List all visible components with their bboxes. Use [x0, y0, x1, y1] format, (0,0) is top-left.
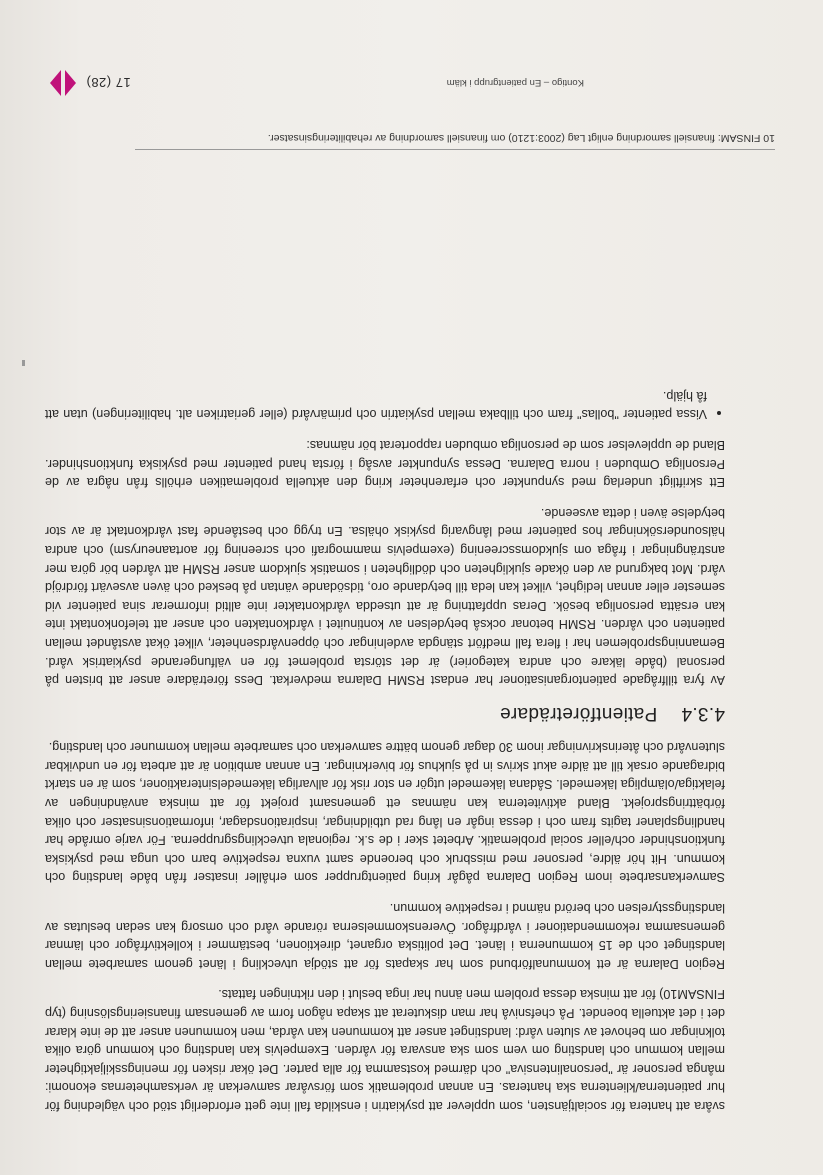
paragraph: Ett skriftligt underlag med synpunkter och erfarenheter kring den aktuella problematiken erhölls från några av de Personliga Ombuden i norra Dalarna. Dessa synpunkter avsåg i första hand patienter med psykiska funktionshinder. Bland de upplevelser som de personliga ombuden rapporterat bör nämnas:	[45, 438, 725, 490]
page-number: 17 (28)	[86, 75, 131, 91]
section-heading	[45, 703, 725, 722]
page-header	[50, 68, 660, 98]
bullet-list	[45, 386, 725, 423]
list-item: • Vissa patienter "bollas" fram och tillbaka mellan psykiatrin och primärvård (eller geriatriken alt. habiliteringen) utan att få hjälp.	[45, 386, 707, 423]
doc-title: Kontigo – En patientgrupp i kläm	[446, 77, 584, 89]
paragraph: Region Dalarna är ett kommunalförbund som har skapats för att stödja utveckling i länet genom samarbete mellan landstinget och de 15 kommunerna i länet. Det politiska organet, direktionen, bestämmer i kollektivfrågor och lämnar gemensamma rekommendationer i vårdfrågor. Överenskommelserna rörande vård och omsorg kan sedan beslutas av landstingsstyrelsen och berörd nämnd i respektive kommun.	[45, 901, 725, 971]
document-body	[45, 386, 725, 1115]
arrow-right-icon[interactable]	[50, 70, 61, 96]
footnote: 10 FINSAM: finansiell samordning enligt Lag (2003:1210) om finansiell samordning av rehabiliteringsinsatser.	[135, 132, 775, 150]
section-title: Patientföreträdare	[499, 702, 658, 724]
section-number: 4.3.4	[681, 702, 725, 724]
paragraph: Av fyra tillfrågade patientorganisationer har endast RSMH Dalarna medverkat. Dess företrädare anser att bristen på personal (både läkare och andra kategorier) är det största problemet för en välfungerande psykiatrisk vård. Bemanningsproblemen har i flera fall medfört stängda avdelningar och öppenvårdsenheter, vilket ökat avståndet mellan patienten och vården. RSMH betonar också betydelsen av kontinuitet i vårdkontakten och anser att telefonkontakt inte kan ersätta personliga besök. Deras uppfattning är att utsedda vårdkontakter inte alltid informerar sina patienter vid semester eller annan ledighet, vilket kan leda till betydande oro, tidsödande väntan på besked och även avsevärt fördröjd vård. Mot bakgrund av den ökade sjukligheten och dödligheten i somatisk sjukdom anser RSMH att vården bör göra mer ansträngningar i fråga om sjukdomsscreening (exempelvis mammografi och screening för aortaaneurysm) och andra hälsoundersökningar hos patienter med långvarig psykisk ohälsa. En trygg och bestående fast vårdkontakt är av stor betydelse även i detta avseende.	[45, 505, 725, 688]
paragraph: svåra att hantera för socialtjänsten, som upplever att psykiatrin i enskilda fall inte gett erforderligt stöd och vägledning för hur patienterna/klienterna ska hanteras. En annan problematik som försvårar samverkan är verksamheternas ekonomi: många personer är "personalintensiva" och därmed kostsamma för alla parter. Det ökar risken för meningsskiljaktigheter mellan kommun och landsting om vem som ska ansvara för vården. Exempelvis kan landsting och kommun göra olika tolkningar om behovet av sluten vård: landstinget anser att kommunen kan vårda, men kommunen anser att de inte klarar det i det aktuella boendet. På chefsnivå har man diskuterat att skapa någon form av gemensam finansieringslösning (typ FINSAM10) för att minska dessa problem men ännu har inga beslut i den riktningen fattats.	[45, 987, 725, 1113]
page-navigation	[50, 70, 76, 96]
paragraph: Samverkansarbete inom Region Dalarna pågår kring patientgrupper som erhåller insatser från både landsting och kommun. Hit hör äldre, personer med missbruk och beroende samt vuxna respektive barn och unga med psykiska funktionshinder och/eller social problematik. Arbetet sker i de s.k. regionala utvecklingsgrupperna. För varje område har handlingsplaner tagits fram och i dessa ingår en lång rad utbildningar, inspirationsdagar, informationsinsatser och olika förbättringsprojekt. Bland aktiviteterna kan nämnas ett gemensamt projekt för att minska användningen av felaktiga/olämpliga läkemedel. Sådana läkemedel utgör en stor risk för allvarliga läkemedelsinteraktioner, som är en starkt bidragande orsak till att äldre akut skrivs in på sjukhus för biverkningar. En annan ambition är att arbeta för en undvikbar slutenvård och återinskrivningar inom 30 dagar genom bättre samverkan och samarbete mellan kommuner och landsting.	[45, 740, 725, 885]
arrow-left-icon[interactable]	[65, 70, 76, 96]
